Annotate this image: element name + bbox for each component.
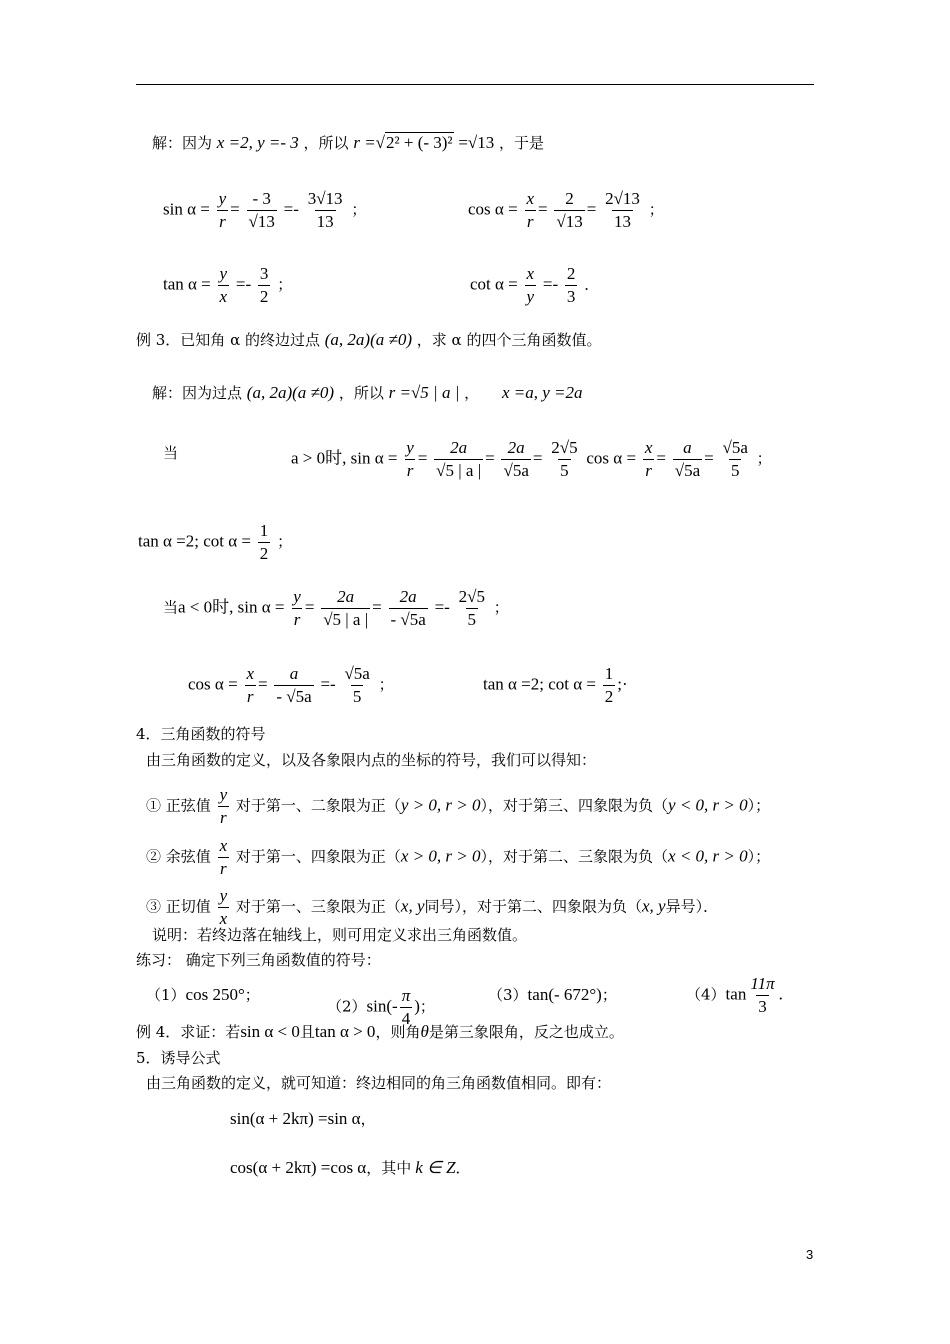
- case2-cos: cos α = $\frac{x}{r}$ = $\frac{a}{- √5a}$ =- $\frac{√5a}{5}$ ；: [188, 664, 394, 706]
- item3-m1: x, y: [400, 896, 425, 916]
- c1-frac-6: [673, 437, 702, 482]
- practice-item-1: [146, 985, 260, 1005]
- solution3-so: ，所以: [338, 384, 384, 402]
- semicolon: ；: [648, 200, 664, 219]
- frac-den: 5: [730, 461, 740, 480]
- frac-num: 1: [259, 521, 269, 540]
- frac-num: y: [293, 587, 301, 606]
- frac-num: √5a: [722, 438, 748, 457]
- frac-den: 2: [259, 544, 269, 563]
- frac-num: 2: [565, 189, 574, 208]
- case2-end: ;·: [617, 674, 628, 694]
- frac-num: y: [218, 189, 227, 208]
- page-number: 3: [806, 1247, 814, 1262]
- cos-frac-3: [603, 188, 642, 233]
- item2-a: 对于第一、四象限为正（: [235, 847, 401, 866]
- frac-num: a: [683, 438, 692, 457]
- frac-num: 2a: [399, 587, 417, 606]
- solution2-so: ，所以: [303, 134, 349, 152]
- solution3-r: r =√5 | a |: [388, 383, 460, 402]
- sin-frac-3: [306, 188, 345, 233]
- frac-den: √5a: [503, 461, 529, 480]
- case2-tan-cot: [483, 663, 628, 708]
- cot-frac-2: [565, 263, 578, 308]
- practice-3-label: （3）: [488, 986, 528, 1004]
- item3-b: 同号），对于第二、四象限为负（: [424, 897, 643, 916]
- frac-num: √5a: [344, 664, 370, 683]
- formula-cos-expr: cos(α + 2kπ) =cos α: [230, 1158, 367, 1177]
- section4-title: 4．三角函数的符号: [136, 725, 266, 743]
- practice-item-3: [488, 985, 617, 1005]
- example4-d: 是第三象限角，反之也成立。: [428, 1023, 624, 1041]
- item3-c: 异号）．: [665, 897, 719, 916]
- practice-2-label: （2）: [327, 997, 367, 1016]
- example4-m1: sin α < 0: [240, 1022, 300, 1041]
- solution2-cot: [470, 263, 599, 308]
- c2-frac-2: [321, 586, 370, 631]
- frac-den: √5a: [674, 461, 701, 480]
- example3-title: 例 3．已知角 α 的终边过点: [136, 331, 320, 349]
- c2-frac-3: [389, 586, 428, 631]
- practice-item-4: [686, 973, 783, 1018]
- cot-frac-1: [525, 263, 537, 308]
- item1-m2: y < 0, r > 0: [668, 795, 748, 815]
- example4-c: ，则角: [375, 1023, 421, 1041]
- example3-point: (a, 2a)(a ≠0): [324, 330, 412, 349]
- when-label-2: 当: [163, 598, 179, 617]
- frac-num: a: [289, 664, 299, 683]
- tan-eq-neg: =-: [235, 274, 252, 294]
- item2-c: ）；: [747, 847, 771, 866]
- frac-num: 2√5: [458, 587, 485, 606]
- frac-den: 13: [316, 212, 334, 231]
- semicolon: ；: [277, 275, 293, 294]
- frac-den: √13: [248, 212, 275, 231]
- frac-num: 2a: [450, 438, 468, 457]
- cos-lhs: cos α =: [468, 199, 518, 219]
- frac-num: 2a: [337, 587, 355, 606]
- frac-num: x: [644, 438, 653, 457]
- solution3-point: (a, 2a)(a ≠0): [246, 383, 335, 402]
- item1-m1: y > 0, r > 0: [400, 795, 481, 815]
- frac-den: 5: [467, 610, 477, 629]
- practice-1-label: （1）: [146, 986, 186, 1004]
- frac-num: x: [246, 664, 254, 683]
- frac-num: 2: [566, 264, 576, 283]
- c1-frac-7: [721, 437, 750, 482]
- practice-4-end: .: [778, 984, 783, 1004]
- frac-num: 11π: [750, 974, 775, 993]
- practice-1-expr: cos 250°: [185, 985, 245, 1004]
- c2-frac-7: [342, 663, 371, 708]
- formula-cos-mid: ，其中: [366, 1159, 412, 1177]
- case2-neg-2: =-: [320, 674, 336, 694]
- sin-frac-2: [247, 188, 277, 233]
- frac-den: r: [220, 808, 227, 827]
- frac-den: √5 | a |: [323, 610, 369, 629]
- solution3-xy: x =a, y =2a: [501, 383, 583, 402]
- frac-num: y: [219, 886, 228, 905]
- c1-frac-8: [258, 520, 271, 565]
- example4-m2: tan α > 0: [314, 1022, 376, 1041]
- practice-2-post: ): [414, 996, 420, 1016]
- item1-b: ），对于第三、四象限为负（: [480, 796, 669, 815]
- item3-m2: x, y: [642, 896, 666, 916]
- frac-den: r: [406, 461, 414, 480]
- frac-den: √13: [556, 212, 583, 231]
- c2-frac-4: [457, 586, 487, 631]
- frac-num: 1: [604, 664, 614, 683]
- item3-frac: [218, 885, 230, 930]
- section5-title: 5．诱导公式: [136, 1049, 221, 1067]
- solution2-line1: [152, 133, 544, 153]
- c1-frac-3: [501, 437, 530, 482]
- item3-pre: ③ 正切值: [146, 897, 211, 916]
- frac-den: r: [219, 212, 226, 231]
- c2-frac-6: [274, 663, 313, 708]
- practice-2-pre: sin(-: [366, 996, 398, 1016]
- solution2-radical: √2² + (- 3)²: [375, 133, 453, 152]
- solution2-given: x =2, y =- 3: [216, 133, 299, 152]
- frac-den: - √5a: [276, 687, 312, 706]
- sin-lhs: sin α =: [163, 199, 210, 219]
- cos-frac-2: [554, 188, 584, 233]
- sign-item-cos: [146, 835, 770, 880]
- case1-lhs: a > 0时, sin α =: [291, 448, 398, 468]
- frac-num: 2√5: [551, 438, 578, 457]
- cos-frac-1: [524, 188, 536, 233]
- header-rule: [136, 84, 814, 85]
- comma: ，: [464, 384, 480, 402]
- cot-eq-neg: =-: [542, 274, 559, 294]
- frac-den: x: [219, 909, 228, 928]
- frac-den: 3: [758, 997, 767, 1016]
- item2-pre: ② 余弦值: [146, 847, 211, 866]
- tan-frac-2: [258, 263, 271, 308]
- case2-tan-lhs: tan α =2; cot α =: [483, 674, 596, 694]
- frac-den: 3: [566, 287, 576, 306]
- example4-m3: θ: [420, 1022, 429, 1041]
- frac-num: 2√13: [605, 189, 640, 208]
- frac-num: 2a: [507, 438, 525, 457]
- semicolon: ；: [756, 449, 772, 468]
- item1-a: 对于第一、二象限为正（: [235, 796, 401, 815]
- example3-ask: ，求 α 的四个三角函数值。: [416, 331, 602, 349]
- solution2-r-val: =√13: [458, 133, 495, 152]
- c1-frac-1: [404, 437, 416, 482]
- semicolon: ；: [351, 200, 367, 219]
- c2-frac-8: [603, 663, 616, 708]
- sin-eq-neg: =-: [283, 199, 299, 219]
- practice-title: 练习： 确定下列三角函数值的符号：: [136, 951, 381, 969]
- tan-frac-1: [218, 263, 230, 308]
- item1-c: ）；: [747, 796, 771, 815]
- frac-den: √5 | a |: [436, 461, 482, 480]
- c1-frac-4: [549, 437, 579, 482]
- practice-2-end: ；: [419, 997, 435, 1016]
- example3-statement: [136, 330, 601, 350]
- frac-den: r: [293, 610, 301, 629]
- formula-sin: [230, 1109, 376, 1129]
- solution2-cos: cos α = $\frac{x}{r}$ = $\frac{2}{√13}$ = $\frac{2√13}{13}$ ；: [468, 189, 664, 231]
- item3-a: 对于第一、三象限为正（: [235, 897, 401, 916]
- solution2-radicand: 2² + (- 3)²: [386, 133, 453, 152]
- frac-den: 5: [352, 687, 362, 706]
- frac-den: 5: [560, 461, 569, 480]
- frac-num: x: [526, 264, 535, 283]
- solution2-tan: [163, 263, 292, 308]
- frac-den: - √5a: [390, 610, 426, 629]
- formula-sin-end: ，: [360, 1110, 376, 1128]
- frac-num: π: [401, 986, 411, 1005]
- item2-b: ），对于第二、三象限为负（: [480, 847, 669, 866]
- practice-4-frac: [748, 973, 776, 1018]
- cot-lhs: cot α =: [470, 274, 518, 294]
- frac-num: x: [219, 836, 228, 855]
- practice-3-expr: tan(- 672°): [527, 985, 602, 1004]
- practice-4-pre: tan: [725, 984, 747, 1004]
- solution2-sin: sin α = $\frac{y}{r}$ = $\frac{- 3}{√13}$ =- $\frac{3√13}{13}$ ；: [163, 189, 367, 231]
- frac-den: 13: [614, 212, 631, 231]
- example4-b: 且: [299, 1023, 315, 1041]
- frac-den: r: [246, 687, 254, 706]
- case2-lhs: a < 0时, sin α =: [178, 597, 285, 617]
- sign-item-tan: [146, 885, 718, 930]
- frac-num: y: [219, 264, 228, 283]
- frac-num: 3√13: [307, 189, 343, 208]
- frac-den: 4: [401, 1009, 411, 1028]
- period: ．: [584, 275, 600, 294]
- practice-4-label: （4）: [686, 985, 726, 1004]
- practice-3-end: ；: [601, 986, 617, 1004]
- sin-frac-1: [217, 188, 229, 233]
- case2-neg: =-: [434, 597, 450, 617]
- frac-den: r: [645, 461, 652, 480]
- frac-den: r: [526, 212, 534, 231]
- section4-intro: 由三角函数的定义，以及各象限内点的坐标的符号，我们可以得知：: [146, 751, 597, 769]
- frac-den: 2: [604, 687, 614, 706]
- when-label: 当: [163, 444, 179, 462]
- item1-pre: ① 正弦值: [146, 796, 211, 815]
- section4-note: 说明：若终边落在轴线上，则可用定义求出三角函数值。: [152, 926, 528, 944]
- frac-den: x: [219, 287, 228, 306]
- item2-m1: x > 0, r > 0: [400, 846, 481, 866]
- formula-cos-domain: k ∈ Z: [415, 1158, 456, 1177]
- item2-frac: [218, 835, 230, 880]
- tan-lhs: tan α =: [163, 274, 211, 294]
- example4-statement: [136, 1022, 624, 1042]
- solution2-r-eq: r =: [353, 133, 376, 152]
- section5-intro: 由三角函数的定义，就可知道：终边相同的角三角函数值相同。即有：: [146, 1074, 612, 1092]
- item1-frac: [218, 784, 230, 829]
- frac-num: y: [219, 785, 228, 804]
- solution3-line1: [152, 383, 583, 403]
- c2-frac-5: [244, 663, 256, 708]
- frac-den: r: [220, 859, 227, 878]
- semicolon: ；: [277, 532, 293, 551]
- formula-cos: [230, 1158, 471, 1178]
- formula-cos-end: ．: [455, 1159, 471, 1177]
- practice-1-end: ；: [244, 986, 260, 1004]
- solution2-then: ，于是: [499, 134, 545, 152]
- semicolon: ；: [493, 598, 509, 617]
- frac-num: 3: [259, 264, 269, 283]
- c1-frac-2: [434, 437, 483, 482]
- solution3-intro: 解：因为过点: [152, 384, 243, 402]
- case2-sin: 当a < 0时, sin α = $\frac{y}{r}$ = $\frac{2a}{√5 | a |}$ = $\frac{2a}{- √5a}$ =- $\frac{2√5}{5}$ ；: [163, 587, 509, 629]
- case1-tan-lhs: tan α =2; cot α =: [138, 531, 251, 551]
- frac-num: x: [526, 189, 534, 208]
- c2-frac-1: [291, 586, 303, 631]
- case2-cos-lhs: cos α =: [188, 674, 238, 694]
- example4-a: 例 4．求证：若: [136, 1023, 241, 1041]
- solution2-intro: 解：因为: [152, 134, 213, 152]
- semicolon: ；: [378, 675, 394, 694]
- frac-den: 2: [259, 287, 269, 306]
- case1-tan-cot: [138, 520, 292, 565]
- frac-den: y: [526, 287, 535, 306]
- case1-sin-cos: a > 0时, sin α = $\frac{y}{r}$ = $\frac{2a}{√5 | a |}$ = $\frac{2a}{√5a}$ = $\frac{2√5}{5}$ cos α = $\frac{x}{r}$ = $\frac{a}{√5a}$ = $\frac{√5a}{5}$ ；: [291, 438, 772, 480]
- formula-sin-expr: sin(α + 2kπ) =sin α: [230, 1109, 361, 1128]
- c1-frac-5: [643, 437, 655, 482]
- case1-cos-lhs: cos α =: [586, 448, 637, 468]
- sign-item-sin: [146, 784, 770, 829]
- frac-num: y: [406, 438, 414, 457]
- item2-m2: x < 0, r > 0: [668, 846, 748, 866]
- frac-num: - 3: [252, 189, 271, 208]
